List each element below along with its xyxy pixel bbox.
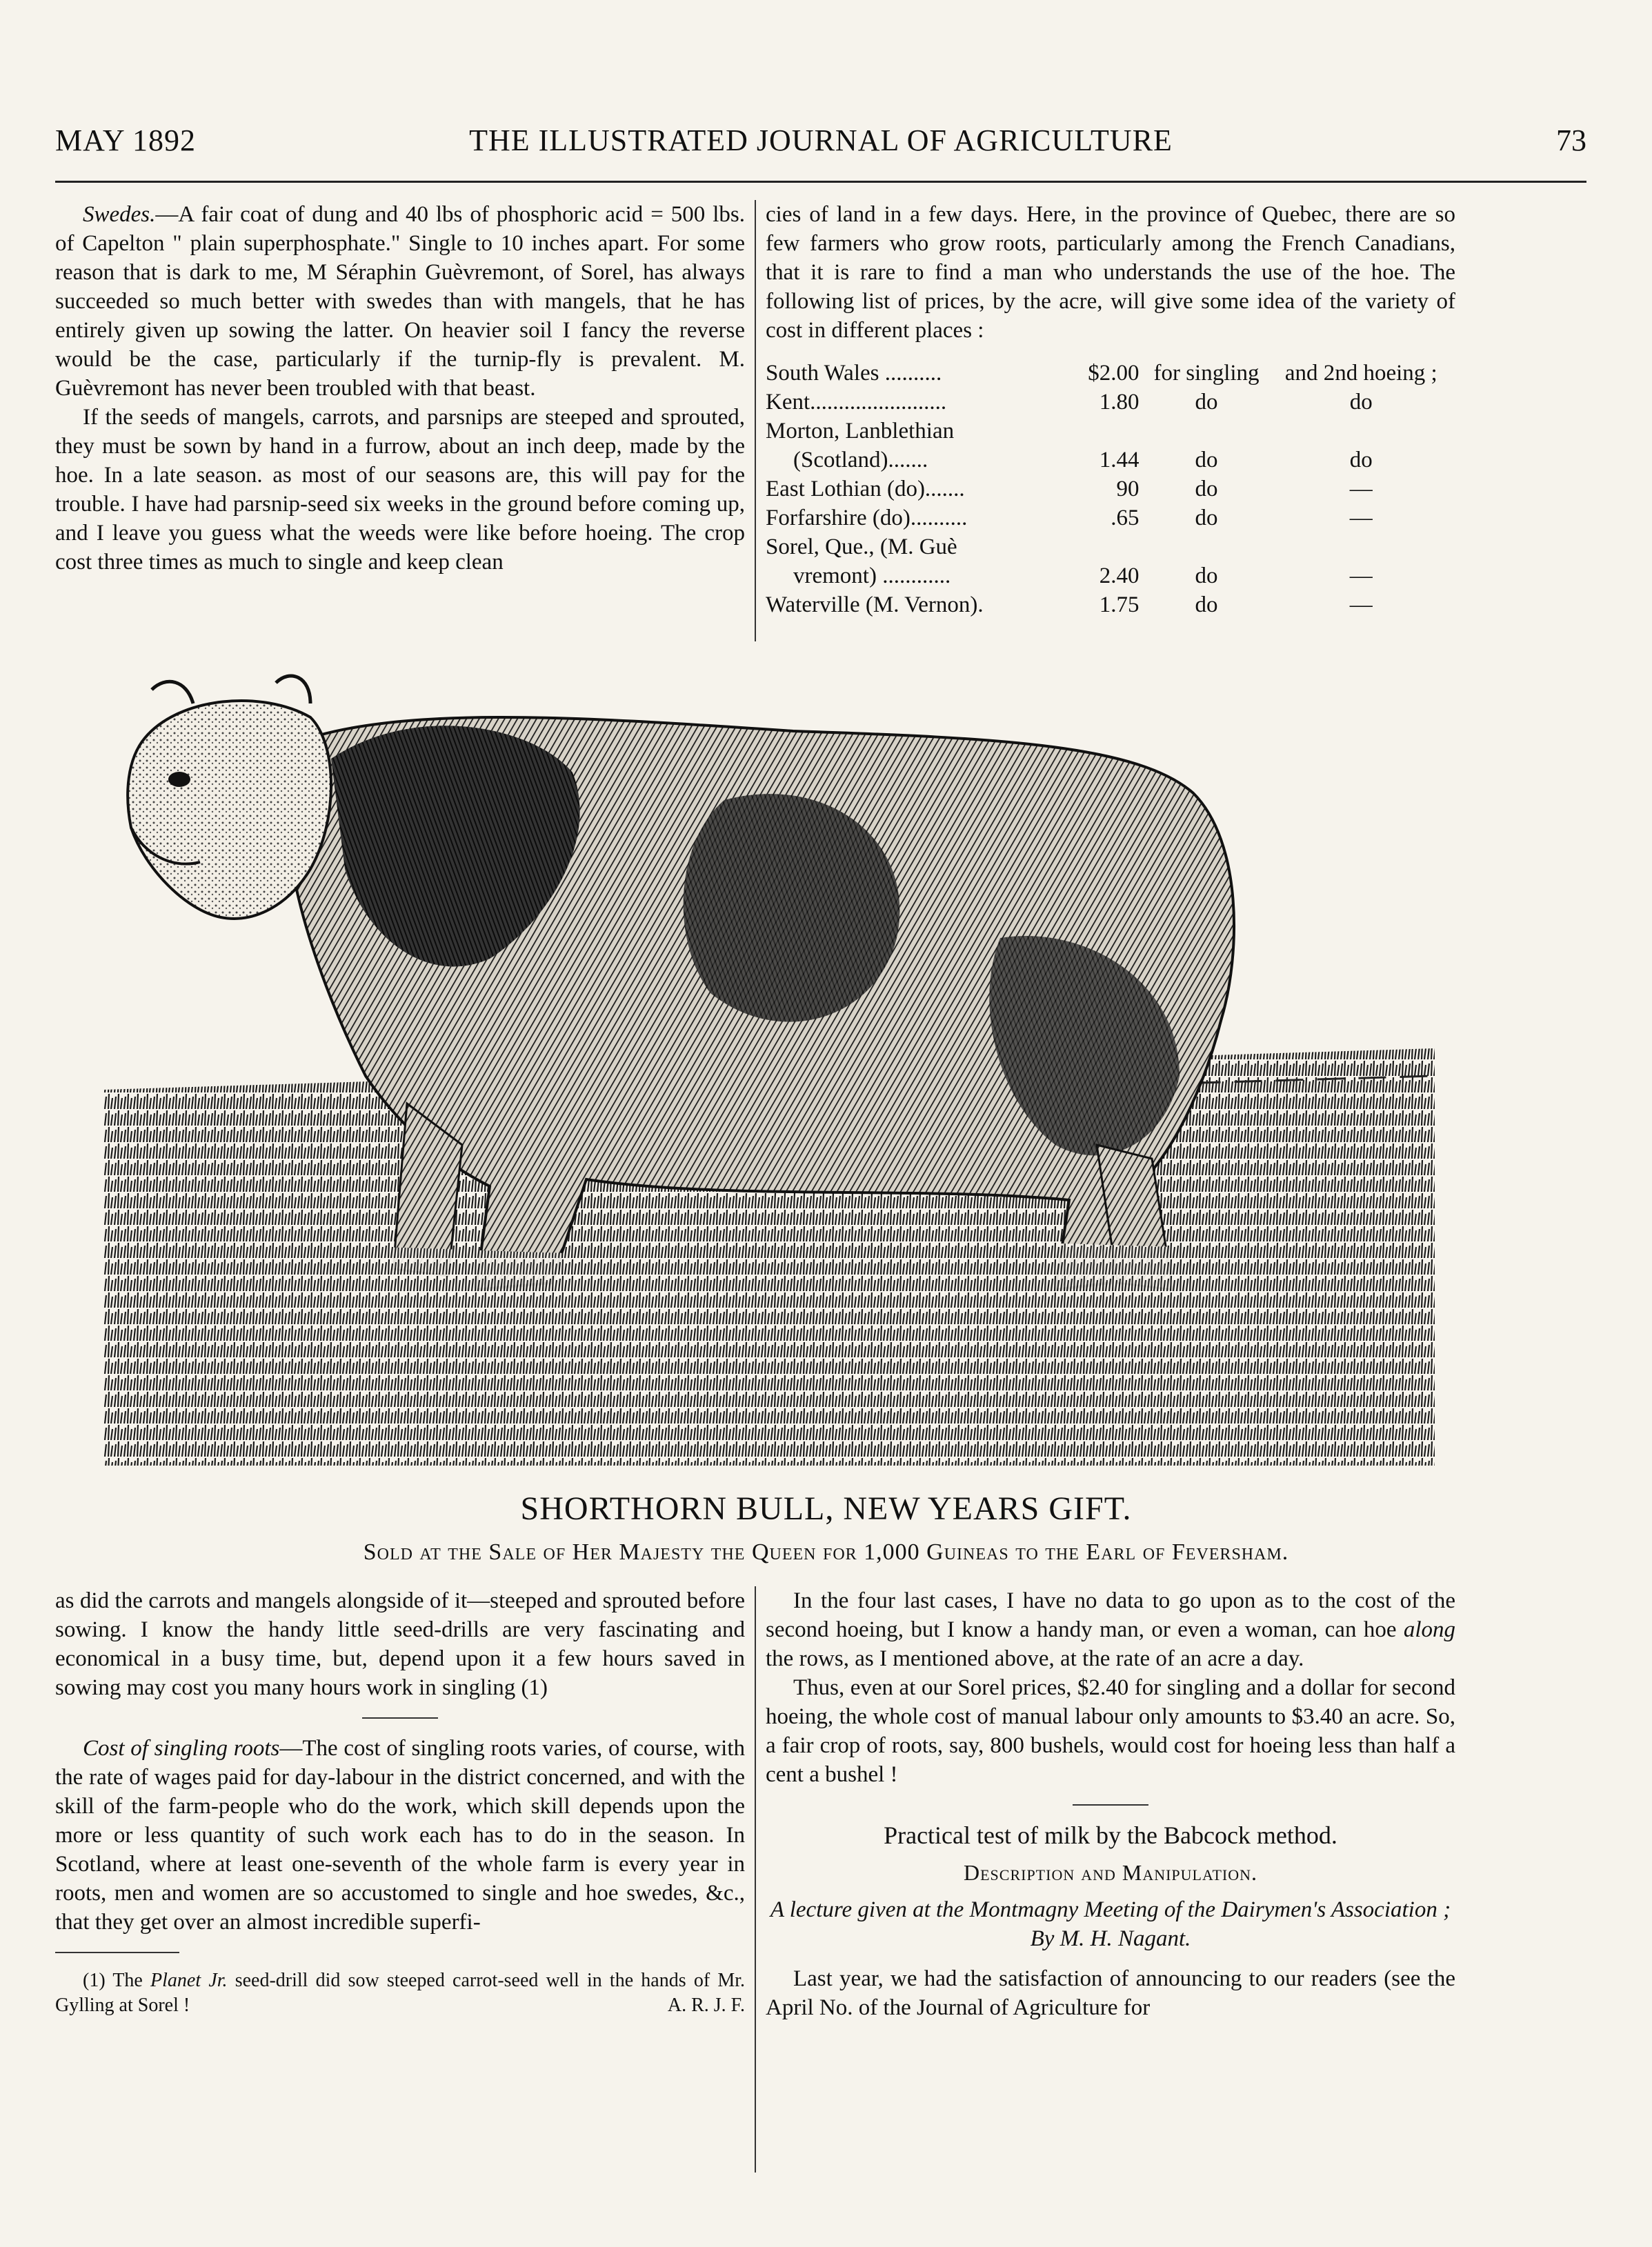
footnote <box>55 1968 745 2018</box>
page-header <box>55 123 1586 164</box>
column-divider-bottom <box>755 1586 756 2173</box>
price-cell-price: 1.80 <box>1099 390 1140 415</box>
price-cell-singling: do <box>1195 563 1218 588</box>
price-row <box>766 561 1455 590</box>
price-cell-place: East Lothian (do)....... <box>766 477 965 501</box>
seeds-paragraph: If the seeds of mangels, carrots, and parsnips are steeped and sprouted, they must be sown by hand in a furrow, about an inch deep, made by the hoe. In a late season. as most of our seasons are, this will pay for the trouble. I have had parsnip-seed six weeks in the ground before coming up, and I leave you guess what the weeds were like before hoeing. The crop cost three times as much to single and keep clean <box>55 405 745 575</box>
price-cell-singling: do <box>1195 506 1218 530</box>
price-cell-price: $2.00 <box>1088 361 1140 386</box>
price-row <box>766 475 1455 503</box>
price-row <box>766 532 1455 561</box>
cost-paragraph <box>55 1734 745 1937</box>
last-cases-end: the rows, as I mentioned above, at the rate of an acre a day. <box>766 1646 1304 1671</box>
footnote-start: (1) The <box>83 1970 151 1991</box>
price-cell-price: 1.44 <box>1099 448 1140 472</box>
footnote-rule <box>55 1952 179 1953</box>
article-title: Practical test of milk by the Babcock method. <box>884 1821 1337 1849</box>
swedes-paragraph <box>55 200 745 403</box>
price-cell-hoeing <box>1267 417 1455 446</box>
price-cell-hoeing: — <box>1349 477 1373 501</box>
price-cell-singling <box>1146 417 1266 446</box>
swedes-heading: Swedes. <box>83 202 156 227</box>
price-cell-price: 90 <box>1116 477 1140 501</box>
issue-date: MAY 1892 <box>55 123 197 157</box>
price-row <box>766 388 1455 417</box>
price-row <box>766 417 1455 446</box>
top-left-column <box>55 200 745 577</box>
price-cell-place: vremont) ............ <box>793 563 951 588</box>
price-cell-price <box>1062 532 1146 561</box>
price-cell-place: Waterville (M. Vernon). <box>766 592 984 617</box>
header-rule <box>55 181 1586 183</box>
top-right-column <box>766 200 1455 619</box>
column-divider-top <box>755 200 756 641</box>
footnote-italic: Planet Jr. <box>150 1970 228 1991</box>
footnote-end: seed-drill did sow steeped carrot-seed well in the hands of Mr. Gylling at Sorel ! <box>55 1970 745 2016</box>
bottom-right-column <box>766 1586 1455 2022</box>
price-cell-place: Forfarshire (do).......... <box>766 506 968 530</box>
page-number: 73 <box>1556 123 1586 157</box>
price-cell-place: (Scotland)....... <box>793 448 928 472</box>
article-byline: A lecture given at the Montmagny Meeting of the Dairymen's Association ; By M. H. Nagant. <box>770 1897 1451 1951</box>
price-cell-place: South Wales .......... <box>766 361 942 386</box>
last-cases-italic: along <box>1403 1617 1455 1642</box>
bottom-left-column <box>55 1586 745 2018</box>
price-cell-hoeing: do <box>1349 448 1373 472</box>
article-subtitle: Description and Manipulation. <box>963 1860 1257 1885</box>
price-cell-singling: do <box>1195 448 1218 472</box>
last-cases-start: In the four last cases, I have no data to go upon as to the cost of the second hoeing, but I know a handy man, or even a woman, can hoe <box>766 1588 1455 1642</box>
footnote-signature: A. R. J. F. <box>667 1995 745 2016</box>
price-cell-place: Kent........................ <box>766 390 947 415</box>
price-row <box>766 446 1455 475</box>
price-cell-singling: do <box>1195 477 1218 501</box>
article-rule <box>1073 1804 1148 1806</box>
price-row <box>766 359 1455 388</box>
price-cell-place: Sorel, Que., (M. Guè <box>766 535 957 559</box>
price-cell-singling: do <box>1195 592 1218 617</box>
price-cell-price <box>1062 417 1146 446</box>
drills-paragraph: as did the carrots and mangels alongside of it—steeped and sprouted before sowing. I know the handy little seed-drills are very fascinating and economical in a busy time, but, depend upon it a few hours saved in sowing may cost you many hours work in singling (1) <box>55 1588 745 1700</box>
price-cell-hoeing: — <box>1349 592 1373 617</box>
price-table <box>766 359 1455 619</box>
price-cell-price: .65 <box>1111 506 1140 530</box>
sorel-prices-paragraph: Thus, even at our Sorel prices, $2.40 for singling and a dollar for second hoeing, the whole cost of manual labour only amounts to $3.40 an acre. So, a fair crop of roots, say, 800 bushels, would cost for hoeing less than half a cent a bushel ! <box>766 1675 1455 1787</box>
illustration-caption-subtitle: Sold at the Sale of Her Majesty the Queen for 1,000 Guineas to the Earl of Feversham. <box>363 1539 1289 1565</box>
price-cell-hoeing: — <box>1349 563 1373 588</box>
article-opening-paragraph: Last year, we had the satisfaction of announcing to our readers (see the April No. of the Journal of Agriculture for <box>766 1966 1455 2020</box>
illustration-caption-title: SHORTHORN BULL, NEW YEARS GIFT. <box>520 1490 1132 1527</box>
cost-heading: Cost of singling roots <box>83 1736 280 1761</box>
price-cell-hoeing: and 2nd hoeing ; <box>1284 361 1437 386</box>
price-cell-singling: do <box>1195 390 1218 415</box>
price-cell-hoeing: do <box>1349 390 1373 415</box>
price-cell-hoeing: — <box>1349 506 1373 530</box>
price-cell-singling <box>1146 532 1266 561</box>
section-rule <box>362 1717 438 1719</box>
last-cases-paragraph <box>766 1586 1455 1673</box>
swedes-text: —A fair coat of dung and 40 lbs of phosphoric acid = 500 lbs. of Capelton " plain superphosphate." Single to 10 inches apart. For some reason that is dark to me, M Séraphin Guèvremont, of Sorel, has always succeeded so much better with swedes than with mangels, that he has entirely given up sowing the latter. On heavier soil I fancy the reverse would be the case, particularly if the turnip-fly is prevalent. M. Guèvremont has never been troubled with that beast. <box>55 202 745 401</box>
journal-title: THE ILLUSTRATED JOURNAL OF AGRICULTURE <box>469 123 1173 157</box>
shorthorn-bull-illustration <box>103 662 1435 1466</box>
price-cell-place: Morton, Lanblethian <box>766 419 955 443</box>
prices-intro: cies of land in a few days. Here, in the province of Quebec, there are so few farmers who grow roots, particularly among the French Canadians, that it is rare to find a man who understands the use of the hoe. The following list of prices, by the acre, will give some idea of the variety of cost in different places : <box>766 202 1455 343</box>
price-cell-hoeing <box>1267 532 1455 561</box>
price-cell-price: 2.40 <box>1099 563 1140 588</box>
price-cell-singling: for singling <box>1153 361 1260 386</box>
price-cell-price: 1.75 <box>1099 592 1140 617</box>
cost-text: —The cost of singling roots varies, of course, with the rate of wages paid for day-labour in the district concerned, and with the skill of the farm-people who do the work, which skill depends upon the more or less quantity of such work each has to do in the season. In Scotland, where at least one-seventh of the whole farm is every year in roots, men and women are so accustomed to single and hoe swedes, &c., that they get over an almost incredible superfi- <box>55 1736 745 1935</box>
price-row <box>766 503 1455 532</box>
price-row <box>766 590 1455 619</box>
